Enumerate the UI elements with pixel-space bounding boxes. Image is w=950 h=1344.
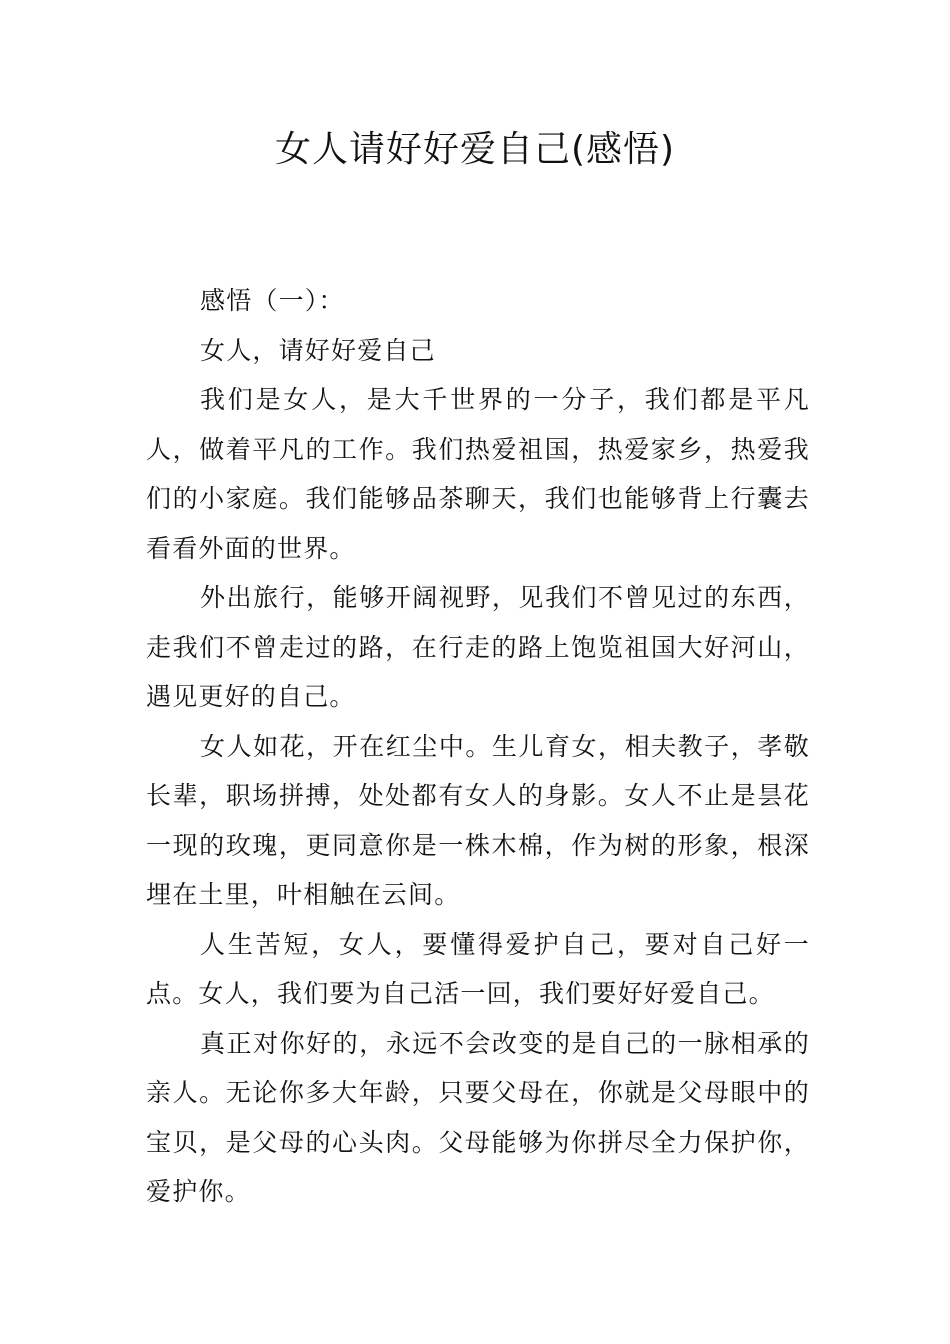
paragraph-2: 外出旅行，能够开阔视野，见我们不曾见过的东西，走我们不曾走过的路，在行走的路上饱览祖国大好河山，遇见更好的自己。 bbox=[146, 583, 810, 711]
document-body bbox=[146, 276, 810, 1217]
paragraph-4: 人生苦短，女人，要懂得爱护自己，要对自己好一点。女人，我们要为自己活一回，我们要好好爱自己。 bbox=[146, 929, 810, 1008]
document-title: 女人请好好爱自己(感悟) bbox=[274, 129, 676, 170]
section-heading: 感悟（一）： bbox=[200, 286, 345, 315]
paragraph-5: 真正对你好的，永远不会改变的是自己的一脉相承的亲人。无论你多大年龄，只要父母在，你就是父母眼中的宝贝，是父母的心头肉。父母能够为你拼尽全力保护你，爱护你。 bbox=[146, 1028, 810, 1206]
paragraph-3: 女人如花，开在红尘中。生儿育女，相夫教子，孝敬长辈，职场拼搏，处处都有女人的身影。女人不止是昙花一现的玫瑰，更同意你是一株木棉，作为树的形象，根深埋在土里，叶相触在云间。 bbox=[146, 731, 810, 909]
paragraph-1: 我们是女人，是大千世界的一分子，我们都是平凡人，做着平凡的工作。我们热爱祖国，热爱家乡，热爱我们的小家庭。我们能够品茶聊天，我们也能够背上行囊去看看外面的世界。 bbox=[146, 385, 810, 563]
subtitle: 女人，请好好爱自己 bbox=[200, 335, 436, 365]
